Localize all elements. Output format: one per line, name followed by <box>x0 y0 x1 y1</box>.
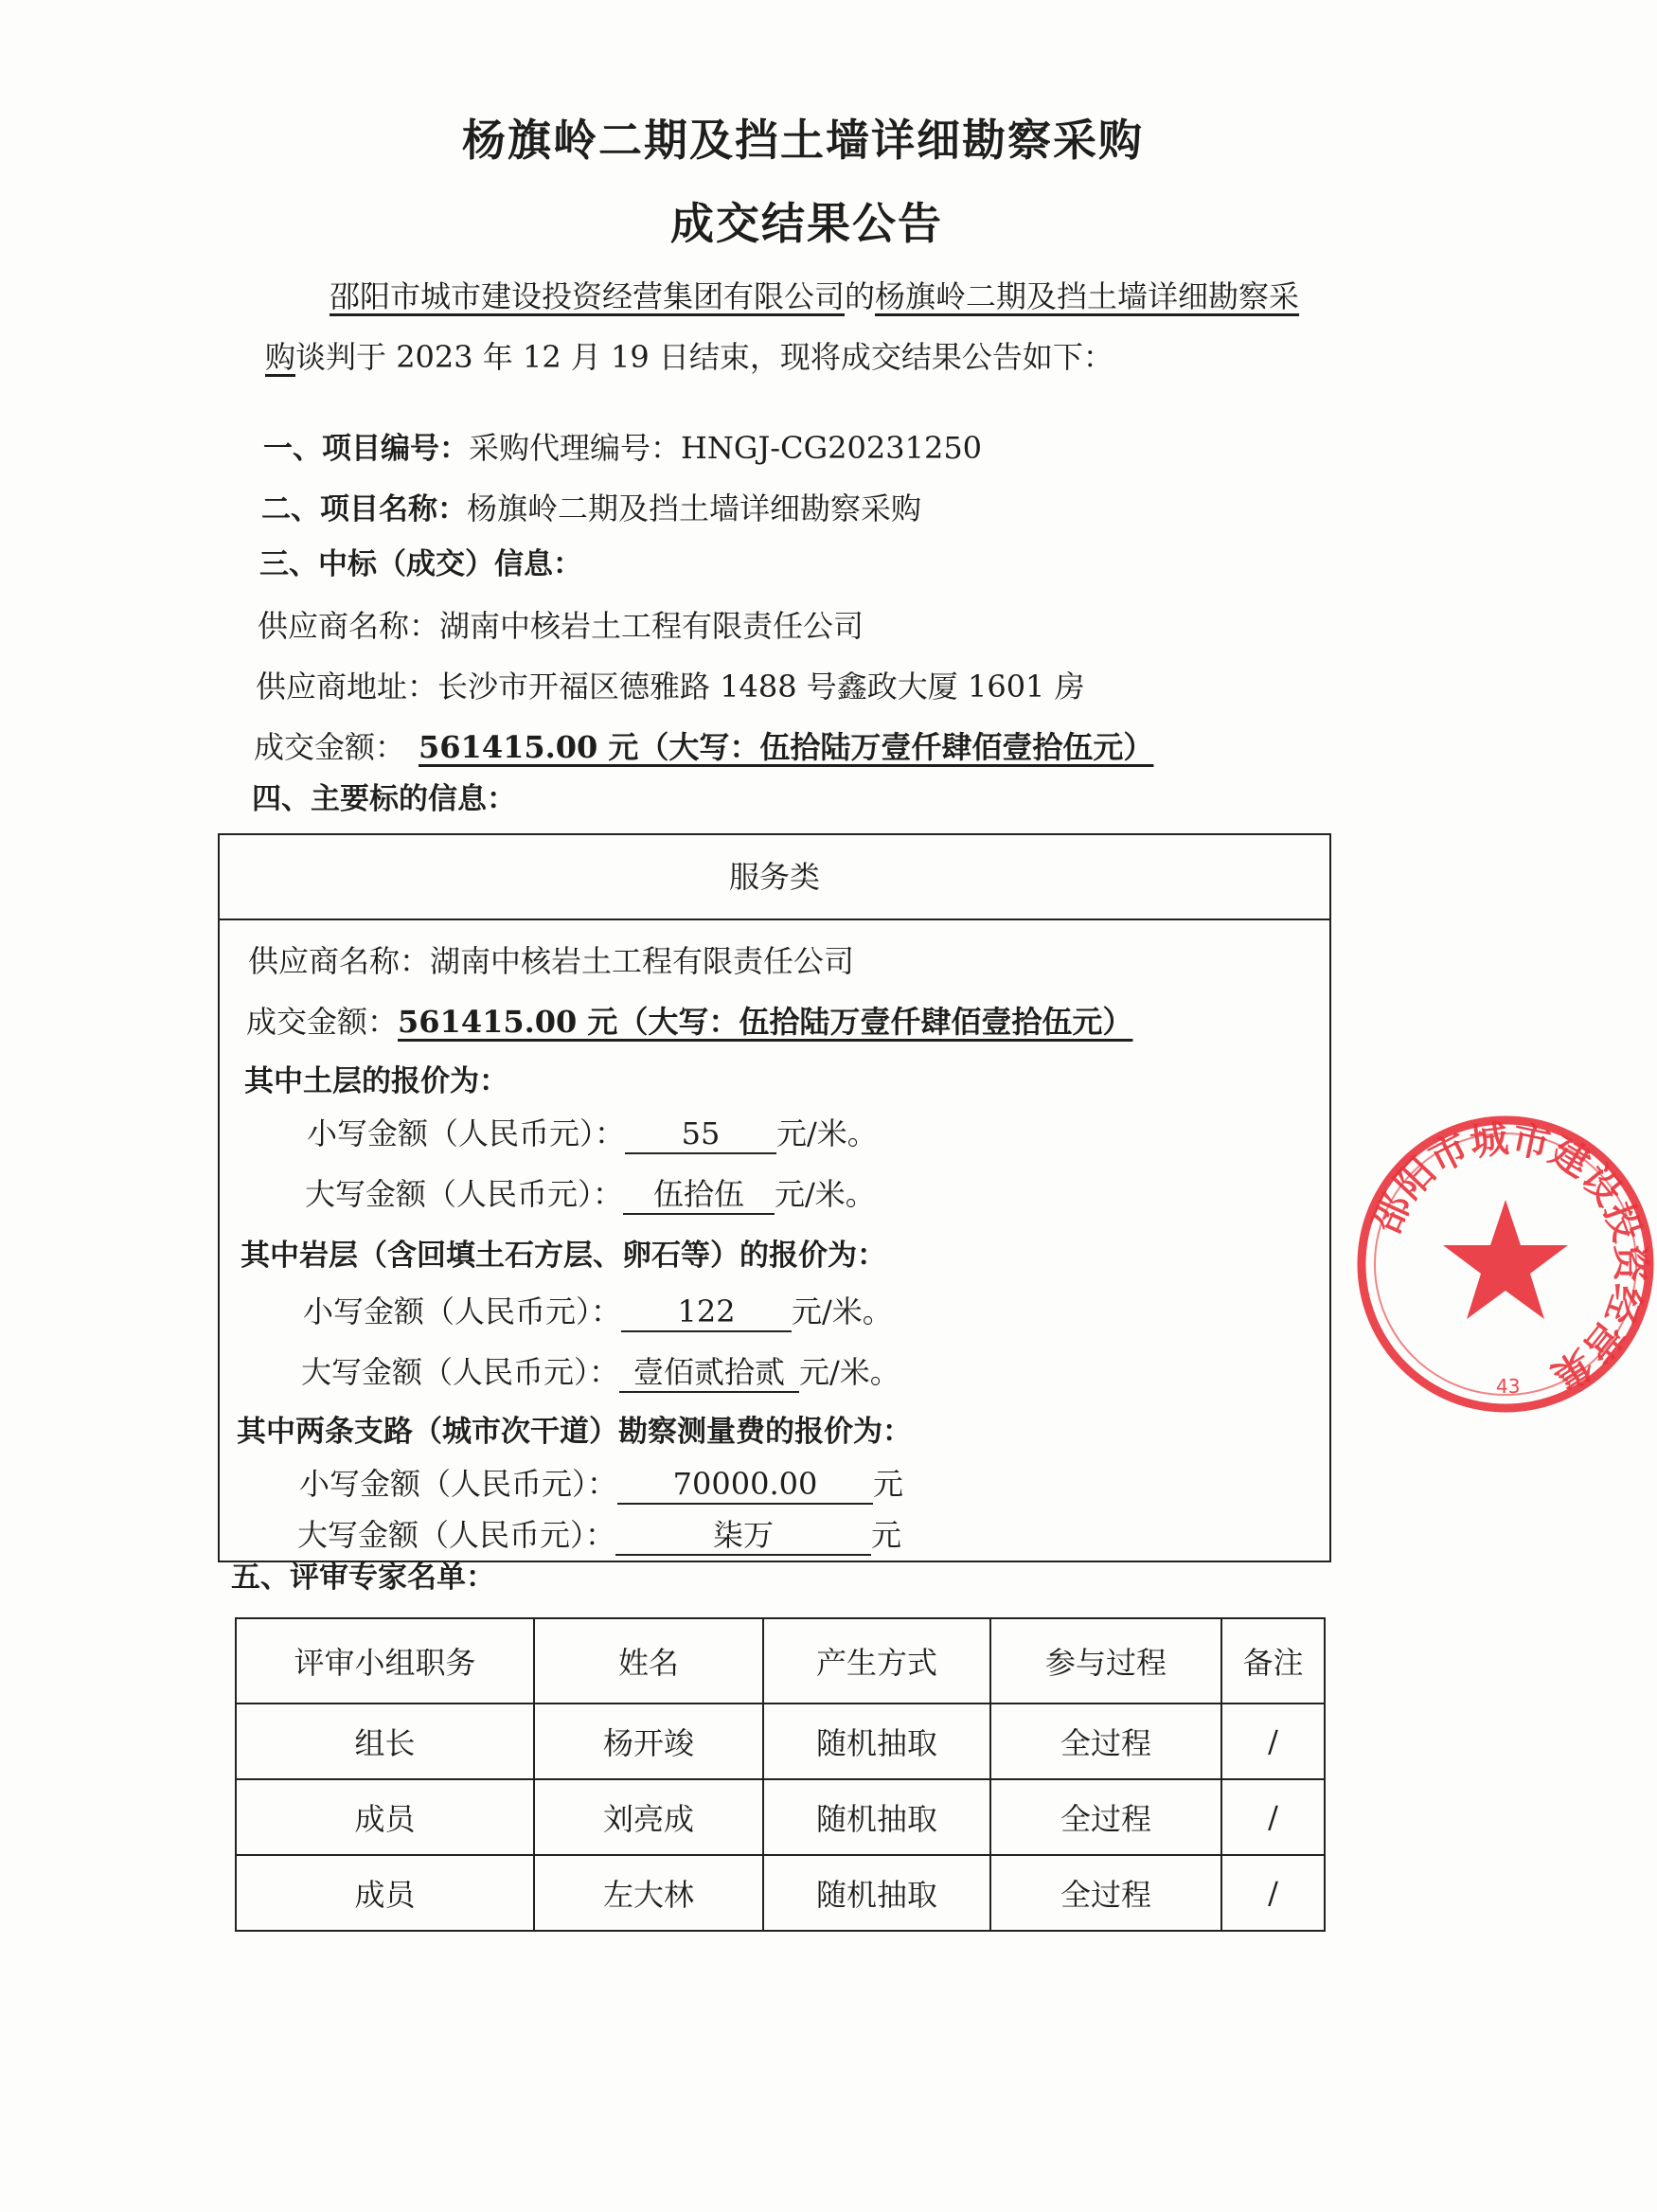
expert-method: 随机抽取 <box>763 1855 990 1931</box>
rock-upper-label: 大写金额（人民币元）： <box>301 1354 620 1390</box>
section-5-label: 五、评审专家名单： <box>231 1561 495 1595</box>
seal-star-icon <box>1443 1200 1568 1319</box>
expert-role: 成员 <box>236 1779 534 1855</box>
road-upper-label: 大写金额（人民币元）： <box>297 1517 616 1553</box>
table-row <box>236 1855 1325 1931</box>
soil-lower-unit: 元/米。 <box>776 1115 878 1151</box>
section-2-label: 二、项目名称： <box>261 492 467 526</box>
road-lower-label: 小写金额（人民币元）： <box>299 1466 618 1502</box>
expert-method: 随机抽取 <box>763 1779 990 1855</box>
purchaser-name: 邵阳市城市建设投资经营集团有限公司 <box>330 278 846 314</box>
expert-process: 全过程 <box>990 1855 1221 1931</box>
service-amount: 561415.00 元（大写：伍拾陆万壹仟肆佰壹拾伍元） <box>398 1004 1133 1040</box>
section-project-number <box>263 424 982 468</box>
soil-upper-value: 伍拾伍 <box>623 1175 775 1215</box>
supplier-name: 湖南中核岩土工程有限责任公司 <box>439 608 864 644</box>
road-upper-value: 柒万 <box>615 1516 871 1556</box>
road-upper-row <box>297 1511 901 1556</box>
rock-upper-row <box>301 1348 900 1393</box>
expert-name: 左大林 <box>534 1855 763 1931</box>
intro-line-2 <box>265 333 1114 377</box>
soil-upper-row <box>305 1170 876 1215</box>
service-type-header: 服务类 <box>220 835 1329 920</box>
service-supplier-name: 湖南中核岩土工程有限责任公司 <box>430 943 855 979</box>
section-3-label: 三、中标（成交）信息： <box>259 547 582 581</box>
col-header-process: 参与过程 <box>990 1618 1221 1704</box>
expert-table-header-row <box>236 1618 1325 1704</box>
service-amount-row <box>246 998 1132 1042</box>
project-name: 杨旗岭二期及挡土墙详细勘察采购 <box>467 491 922 526</box>
soil-lower-value: 55 <box>625 1115 776 1154</box>
table-row <box>236 1779 1325 1855</box>
rock-lower-label: 小写金额（人民币元）： <box>303 1293 622 1329</box>
expert-method: 随机抽取 <box>763 1704 990 1779</box>
soil-title: 其中土层的报价为： <box>244 1064 508 1098</box>
section-project-name <box>261 485 921 528</box>
soil-upper-label: 大写金额（人民币元）： <box>305 1176 624 1212</box>
expert-process: 全过程 <box>990 1704 1221 1779</box>
supplier-address-row <box>256 663 1085 706</box>
expert-name: 杨开竣 <box>534 1704 763 1779</box>
service-supplier-row <box>248 937 854 981</box>
supplier-address: 长沙市开福区德雅路 1488 号鑫政大厦 1601 房 <box>437 669 1085 705</box>
col-header-name: 姓名 <box>534 1618 763 1704</box>
road-upper-unit: 元 <box>871 1517 902 1553</box>
col-header-method: 产生方式 <box>763 1618 990 1704</box>
intro-line-1 <box>330 273 1299 316</box>
supplier-name-label: 供应商名称： <box>258 608 440 644</box>
rock-upper-unit: 元/米。 <box>799 1354 900 1390</box>
soil-lower-label: 小写金额（人民币元）： <box>307 1115 626 1151</box>
company-seal <box>1354 1113 1657 1416</box>
rock-title: 其中岩层（含回填土石方层、卵石等）的报价为： <box>241 1239 886 1273</box>
service-amount-label: 成交金额： <box>246 1004 399 1040</box>
expert-role: 组长 <box>236 1704 534 1779</box>
page-title: 杨旗岭二期及挡土墙详细勘察采购 <box>462 115 1144 166</box>
expert-name: 刘亮成 <box>534 1779 763 1855</box>
service-info-box <box>218 833 1331 1562</box>
rock-lower-row <box>303 1288 893 1332</box>
col-header-remark: 备注 <box>1221 1618 1325 1704</box>
seal-text-path: 邵阳市城市建设投资经营集 <box>1363 1115 1653 1399</box>
seal-number: 43 <box>1496 1375 1521 1398</box>
intro-rest: 谈判于 2023 年 12 月 19 日结束，现将成交结果公告如下： <box>295 339 1114 375</box>
supplier-address-label: 供应商地址： <box>256 669 438 705</box>
table-row <box>236 1704 1325 1779</box>
project-number: 采购代理编号：HNGJ-CG20231250 <box>469 430 983 466</box>
soil-upper-unit: 元/米。 <box>775 1176 876 1212</box>
rock-upper-value: 壹佰贰拾贰 <box>619 1353 799 1393</box>
col-header-role: 评审小组职务 <box>236 1618 534 1704</box>
service-supplier-label: 供应商名称： <box>248 943 431 979</box>
road-lower-value: 70000.00 <box>617 1465 873 1505</box>
section-1-label: 一、项目编号： <box>263 432 469 466</box>
expert-remark: / <box>1221 1779 1325 1855</box>
deal-amount-label: 成交金额： <box>254 729 406 765</box>
intro-de: 的 <box>845 278 876 314</box>
road-lower-row <box>299 1460 903 1505</box>
project-name-part2: 购 <box>265 339 296 375</box>
expert-role: 成员 <box>236 1855 534 1931</box>
road-lower-unit: 元 <box>873 1466 904 1502</box>
project-name-part1: 杨旗岭二期及挡土墙详细勘察采 <box>875 278 1300 314</box>
expert-remark: / <box>1221 1704 1325 1779</box>
page-subtitle: 成交结果公告 <box>670 198 943 249</box>
supplier-name-row <box>258 602 864 646</box>
section-4-label: 四、主要标的信息： <box>252 782 516 816</box>
expert-process: 全过程 <box>990 1779 1221 1855</box>
expert-remark: / <box>1221 1855 1325 1931</box>
expert-table <box>235 1617 1326 1932</box>
rock-lower-unit: 元/米。 <box>792 1293 893 1329</box>
rock-lower-value: 122 <box>621 1293 792 1332</box>
deal-amount: 561415.00 元（大写：伍拾陆万壹仟肆佰壹拾伍元） <box>419 729 1154 765</box>
road-title: 其中两条支路（城市次干道）勘察测量费的报价为： <box>237 1415 912 1449</box>
soil-lower-row <box>307 1110 878 1154</box>
deal-amount-row <box>254 723 1153 767</box>
